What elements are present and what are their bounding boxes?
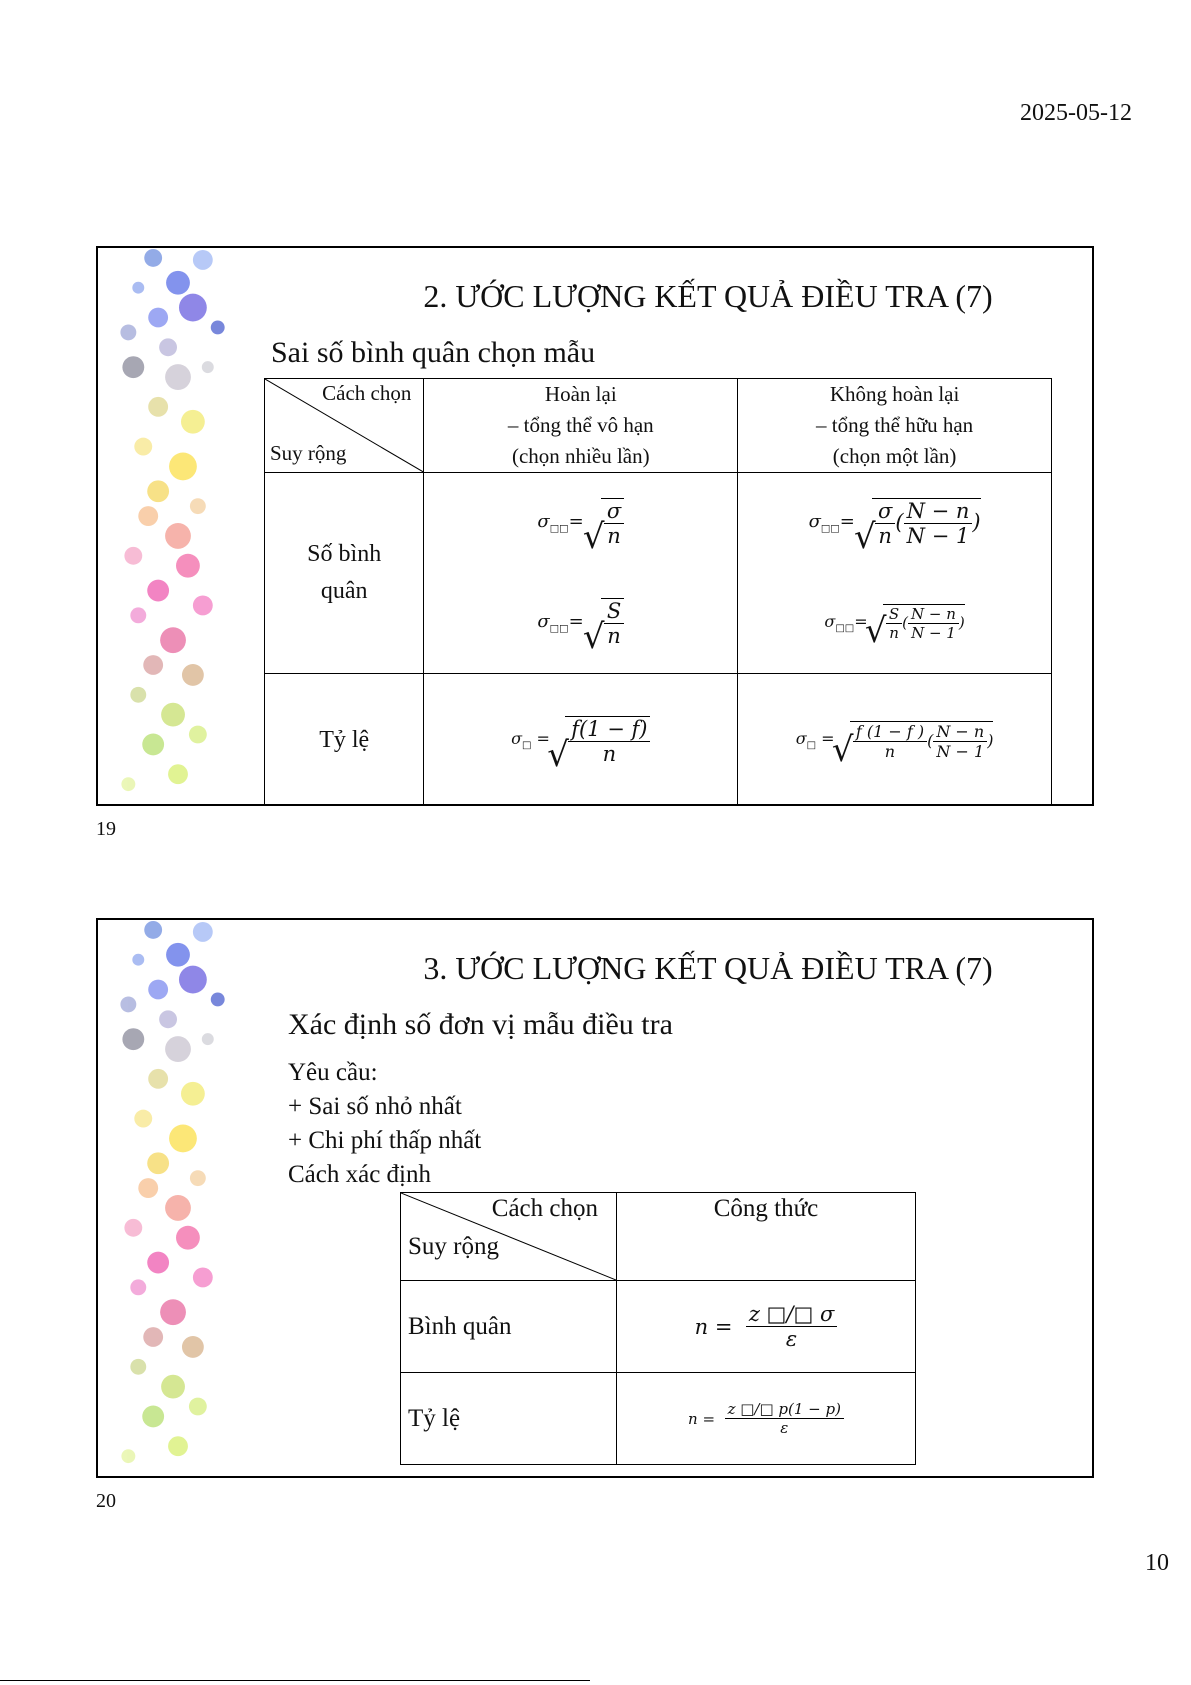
corner-cell	[401, 1193, 617, 1281]
corner-bottom-label: Suy rộng	[408, 1233, 499, 1260]
formula-sample-size-proportion: n = $\frac{z □/□ p(1 - p)}{\varepsilon}$	[617, 1373, 916, 1465]
col-header-formula: Công thức	[617, 1193, 916, 1281]
col-header-with-replacement: Hoàn lại – tổng thể vô hạn (chọn nhiều lần)	[424, 379, 738, 473]
list-item: Cách xác định	[288, 1161, 432, 1188]
corner-bottom-label: Suy rộng	[270, 441, 347, 465]
sampling-error-table	[264, 378, 1052, 806]
bokeh-decoration	[98, 920, 258, 1476]
row-label-mean: Bình quân	[401, 1281, 617, 1373]
corner-top-label: Cách chọn	[322, 381, 412, 405]
slide-title: 3. ƯỚC LƯỢNG KẾT QUẢ ĐIỀU TRA (7)	[423, 950, 993, 986]
corner-top-label: Cách chọn	[491, 1195, 598, 1222]
row-label-mean: Số bình quân	[265, 473, 424, 674]
formula-mean-with-replacement: $\sigma_{□□}=$ √ $\frac{\sigma}{n}$ $\sigma_{□□}=$ √ $\frac{S}{n}$	[424, 473, 738, 674]
row-label-proportion: Tỷ lệ	[401, 1373, 617, 1465]
bokeh-decoration	[98, 248, 258, 804]
slide-20	[96, 918, 1094, 1478]
header-date: 2025-05-12	[1020, 100, 1132, 126]
page-number: 10	[1145, 1550, 1169, 1576]
row-label-proportion: Tỷ lệ	[265, 674, 424, 807]
formula-proportion-with-replacement: $\sigma_□$ = √ $\frac{f(1 - f)}{n}$	[424, 674, 738, 807]
col-header-without-replacement: Không hoàn lại – tổng thể hữu hạn (chọn một lần)	[738, 379, 1052, 473]
footer-rule	[0, 1680, 590, 1681]
formula-mean-without-replacement: $\sigma_{□□}=$ √ $\frac{\sigma}{n}$ ( $\frac{N - n}{N - 1}$ ) $\sigma_{□□}=$ √ $\frac{S}{n}$ ( $\frac{N - n}{N - 1}$ )	[738, 473, 1052, 674]
list-item: Yêu cầu:	[288, 1059, 378, 1086]
formula-proportion-without-replacement: $\sigma_□$ = √ $\frac{f (1 - f )}{n}$ ( $\frac{N - n}{N - 1}$ )	[738, 674, 1052, 807]
list-item: + Sai số nhỏ nhất	[288, 1093, 462, 1120]
slide-19	[96, 246, 1094, 806]
slide-number-20: 20	[96, 1490, 116, 1512]
slide-subtitle: Sai số bình quân chọn mẫu	[271, 336, 596, 369]
formula-sample-size-mean: n = $\frac{z □/□ \sigma}{\varepsilon}$	[617, 1281, 916, 1373]
sample-size-table	[400, 1192, 916, 1465]
requirements-list	[288, 1056, 481, 1192]
slide-subtitle: Xác định số đơn vị mẫu điều tra	[288, 1008, 673, 1041]
slide-title: 2. ƯỚC LƯỢNG KẾT QUẢ ĐIỀU TRA (7)	[423, 278, 993, 314]
list-item: + Chi phí thấp nhất	[288, 1127, 482, 1154]
slide-number-19: 19	[96, 818, 116, 840]
corner-cell	[265, 379, 424, 473]
